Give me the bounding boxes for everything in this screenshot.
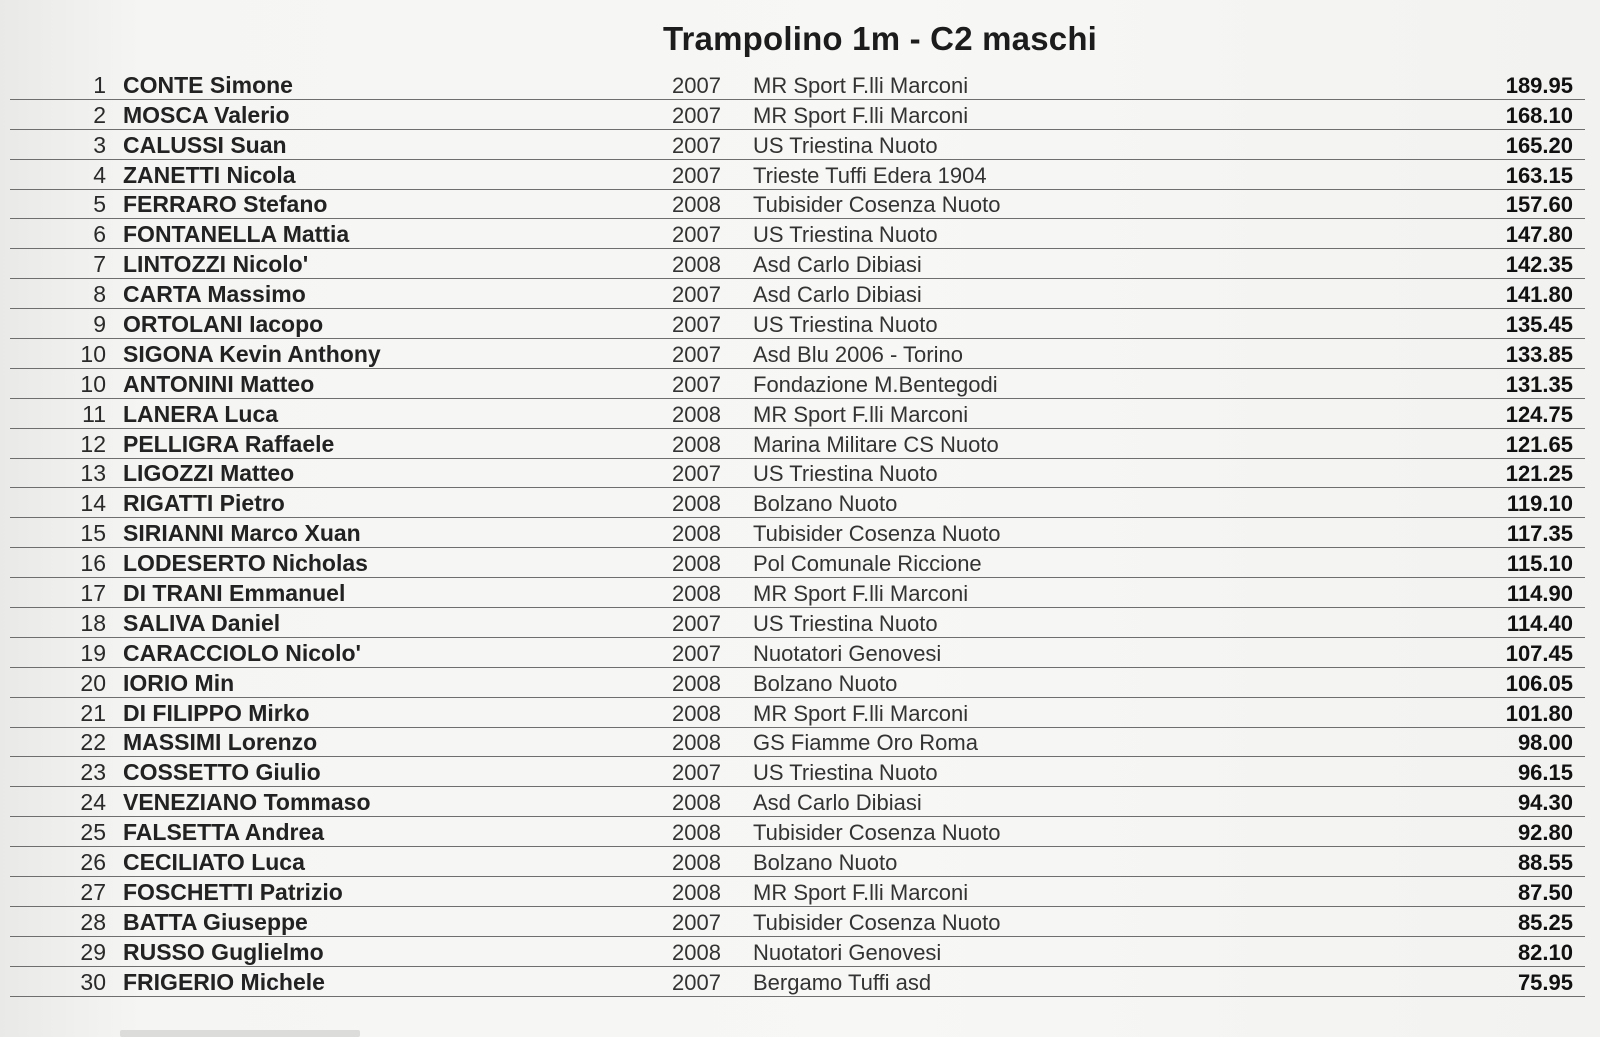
result-rank: 7 <box>93 251 106 278</box>
result-year: 2008 <box>672 431 721 457</box>
result-score: 163.15 <box>1505 162 1573 188</box>
result-score: 96.15 <box>1517 760 1573 786</box>
result-score: 189.95 <box>1505 72 1573 98</box>
result-rank: 9 <box>93 311 106 338</box>
result-club: MR Sport F.lli Marconi <box>753 72 969 98</box>
result-name: SIGONA Kevin Anthony <box>123 340 381 367</box>
result-row <box>10 817 1585 847</box>
result-club: Trieste Tuffi Edera 1904 <box>753 162 987 188</box>
result-year: 2007 <box>672 610 721 636</box>
result-name: CECILIATO Luca <box>123 849 305 876</box>
result-row <box>10 937 1585 967</box>
result-club: Pol Comunale Riccione <box>753 551 982 577</box>
result-score: 121.25 <box>1505 461 1573 487</box>
result-score: 107.45 <box>1505 640 1573 666</box>
result-name: CARTA Massimo <box>123 281 306 308</box>
result-year: 2007 <box>672 461 721 487</box>
result-rank: 30 <box>80 968 106 995</box>
result-year: 2007 <box>672 282 721 308</box>
result-year: 2007 <box>672 222 721 248</box>
result-club: MR Sport F.lli Marconi <box>753 401 969 427</box>
result-club: Bolzano Nuoto <box>753 850 898 876</box>
result-row <box>10 728 1585 758</box>
result-rank: 25 <box>80 819 106 846</box>
result-club: US Triestina Nuoto <box>753 461 938 487</box>
result-row <box>10 877 1585 907</box>
result-rank: 1 <box>93 71 106 98</box>
result-rank: 8 <box>93 281 106 308</box>
result-score: 131.35 <box>1505 371 1573 397</box>
result-rank: 29 <box>80 938 106 965</box>
next-section-remnant <box>120 1030 360 1037</box>
result-year: 2008 <box>672 730 721 756</box>
result-club: Bergamo Tuffi asd <box>753 969 932 995</box>
result-club: US Triestina Nuoto <box>753 132 938 158</box>
result-club: MR Sport F.lli Marconi <box>753 879 969 905</box>
result-score: 88.55 <box>1517 850 1573 876</box>
result-name: DI FILIPPO Mirko <box>123 699 310 726</box>
result-name: ORTOLANI Iacopo <box>123 311 324 338</box>
result-club: MR Sport F.lli Marconi <box>753 102 969 128</box>
result-rank: 26 <box>80 849 106 876</box>
result-row <box>10 219 1585 249</box>
result-row <box>10 399 1585 429</box>
result-year: 2008 <box>672 939 721 965</box>
result-score: 106.05 <box>1505 670 1573 696</box>
result-name: LIGOZZI Matteo <box>123 460 295 487</box>
result-rank: 19 <box>80 639 106 666</box>
result-club: US Triestina Nuoto <box>753 610 938 636</box>
result-score: 117.35 <box>1506 521 1573 547</box>
result-name: LODESERTO Nicholas <box>123 550 368 577</box>
result-score: 114.40 <box>1506 610 1573 636</box>
result-row <box>10 279 1585 309</box>
result-name: FRIGERIO Michele <box>123 968 325 995</box>
result-year: 2007 <box>672 371 721 397</box>
result-rank: 15 <box>80 520 106 547</box>
result-row <box>10 429 1585 459</box>
result-name: RUSSO Guglielmo <box>123 938 324 965</box>
result-score: 101.80 <box>1505 700 1573 726</box>
result-name: IORIO Min <box>123 669 235 696</box>
result-score: 165.20 <box>1505 132 1573 158</box>
result-row <box>10 578 1585 608</box>
result-row <box>10 130 1585 160</box>
result-year: 2008 <box>672 790 721 816</box>
result-name: DI TRANI Emmanuel <box>123 580 346 607</box>
result-year: 2008 <box>672 820 721 846</box>
result-club: MR Sport F.lli Marconi <box>753 700 969 726</box>
result-name: FERRARO Stefano <box>123 191 328 218</box>
result-row <box>10 309 1585 339</box>
result-name: LINTOZZI Nicolo' <box>123 251 309 278</box>
result-name: PELLIGRA Raffaele <box>123 430 335 457</box>
result-row <box>10 518 1585 548</box>
result-score: 92.80 <box>1517 820 1573 846</box>
result-rank: 28 <box>80 908 106 935</box>
result-rank: 5 <box>93 191 106 218</box>
result-rank: 16 <box>80 550 106 577</box>
result-score: 135.45 <box>1505 312 1573 338</box>
result-score: 157.60 <box>1505 192 1573 218</box>
result-row <box>10 70 1585 100</box>
result-year: 2007 <box>672 341 721 367</box>
result-club: Tubisider Cosenza Nuoto <box>753 820 1001 846</box>
result-row <box>10 668 1585 698</box>
result-name: CONTE Simone <box>123 71 293 98</box>
result-year: 2008 <box>672 521 721 547</box>
result-score: 75.95 <box>1517 969 1573 995</box>
result-year: 2008 <box>672 670 721 696</box>
result-club: Bolzano Nuoto <box>753 670 898 696</box>
result-score: 115.10 <box>1506 551 1573 577</box>
result-year: 2007 <box>672 969 721 995</box>
result-club: Fondazione M.Bentegodi <box>753 371 998 397</box>
result-row <box>10 100 1585 130</box>
result-rank: 27 <box>80 878 106 905</box>
result-year: 2007 <box>672 162 721 188</box>
result-year: 2007 <box>672 760 721 786</box>
result-row <box>10 249 1585 279</box>
result-row <box>10 907 1585 937</box>
result-name: BATTA Giuseppe <box>123 908 308 935</box>
result-year: 2007 <box>672 312 721 338</box>
result-club: US Triestina Nuoto <box>753 222 938 248</box>
result-name: VENEZIANO Tommaso <box>123 789 371 816</box>
result-score: 94.30 <box>1517 790 1573 816</box>
result-name: ANTONINI Matteo <box>123 370 315 397</box>
result-name: CALUSSI Suan <box>123 131 287 158</box>
result-year: 2008 <box>672 491 721 517</box>
result-club: Asd Carlo Dibiasi <box>753 790 922 816</box>
result-year: 2007 <box>672 909 721 935</box>
result-row <box>10 757 1585 787</box>
result-year: 2008 <box>672 700 721 726</box>
result-year: 2008 <box>672 252 721 278</box>
result-rank: 17 <box>80 580 106 607</box>
result-club: US Triestina Nuoto <box>753 312 938 338</box>
result-year: 2008 <box>672 581 721 607</box>
result-year: 2008 <box>672 551 721 577</box>
result-row <box>10 369 1585 399</box>
result-rank: 13 <box>80 460 106 487</box>
result-year: 2008 <box>672 401 721 427</box>
result-row <box>10 787 1585 817</box>
result-rank: 24 <box>80 789 106 816</box>
result-year: 2007 <box>672 132 721 158</box>
result-name: RIGATTI Pietro <box>123 490 285 517</box>
result-rank: 11 <box>82 400 106 427</box>
result-name: FALSETTA Andrea <box>123 819 325 846</box>
result-club: Asd Blu 2006 - Torino <box>753 341 963 367</box>
result-score: 147.80 <box>1505 222 1573 248</box>
result-row <box>10 190 1585 220</box>
result-name: CARACCIOLO Nicolo' <box>123 639 362 666</box>
result-club: MR Sport F.lli Marconi <box>753 581 969 607</box>
result-club: Asd Carlo Dibiasi <box>753 252 922 278</box>
result-name: FONTANELLA Mattia <box>123 221 350 248</box>
result-club: GS Fiamme Oro Roma <box>753 730 978 756</box>
results-title: Trampolino 1m - C2 maschi <box>662 20 1098 57</box>
result-row <box>10 160 1585 190</box>
result-year: 2008 <box>672 879 721 905</box>
result-row <box>10 488 1585 518</box>
result-club: Tubisider Cosenza Nuoto <box>753 521 1001 547</box>
result-rank: 20 <box>80 669 106 696</box>
result-name: MOSCA Valerio <box>123 101 290 128</box>
result-rank: 10 <box>80 370 106 397</box>
result-rank: 4 <box>93 161 106 188</box>
result-name: MASSIMI Lorenzo <box>123 729 318 756</box>
result-score: 141.80 <box>1505 282 1573 308</box>
result-score: 133.85 <box>1505 341 1573 367</box>
result-rank: 21 <box>80 699 106 726</box>
result-row <box>10 608 1585 638</box>
result-rank: 23 <box>80 759 106 786</box>
result-row <box>10 459 1585 489</box>
result-score: 114.90 <box>1506 581 1573 607</box>
result-row <box>10 847 1585 877</box>
result-row <box>10 698 1585 728</box>
result-year: 2008 <box>672 192 721 218</box>
result-score: 85.25 <box>1517 909 1573 935</box>
result-score: 119.10 <box>1506 491 1573 517</box>
result-score: 124.75 <box>1505 401 1573 427</box>
result-row <box>10 967 1585 997</box>
result-rank: 18 <box>80 609 106 636</box>
result-name: SIRIANNI Marco Xuan <box>123 520 361 547</box>
result-club: Nuotatori Genovesi <box>753 939 942 965</box>
result-name: COSSETTO Giulio <box>123 759 321 786</box>
result-rank: 10 <box>80 340 106 367</box>
result-rank: 22 <box>80 729 106 756</box>
result-name: LANERA Luca <box>123 400 279 427</box>
result-score: 168.10 <box>1505 102 1573 128</box>
result-club: Tubisider Cosenza Nuoto <box>753 909 1001 935</box>
result-rank: 12 <box>80 430 106 457</box>
result-club: Asd Carlo Dibiasi <box>753 282 922 308</box>
result-rank: 14 <box>80 490 106 517</box>
result-row <box>10 548 1585 578</box>
result-rank: 3 <box>93 131 106 158</box>
result-club: Marina Militare CS Nuoto <box>753 431 999 457</box>
result-name: FOSCHETTI Patrizio <box>123 878 343 905</box>
result-club: Bolzano Nuoto <box>753 491 898 517</box>
result-year: 2007 <box>672 640 721 666</box>
result-club: US Triestina Nuoto <box>753 760 938 786</box>
result-year: 2007 <box>672 102 721 128</box>
result-name: SALIVA Daniel <box>123 609 281 636</box>
result-rank: 6 <box>93 221 106 248</box>
result-score: 142.35 <box>1505 252 1573 278</box>
results-table <box>10 70 1585 997</box>
result-score: 82.10 <box>1517 939 1573 965</box>
result-rank: 2 <box>93 101 106 128</box>
result-club: Tubisider Cosenza Nuoto <box>753 192 1001 218</box>
result-year: 2008 <box>672 850 721 876</box>
result-row <box>10 339 1585 369</box>
result-row <box>10 638 1585 668</box>
result-name: ZANETTI Nicola <box>123 161 296 188</box>
result-score: 87.50 <box>1517 879 1573 905</box>
result-score: 98.00 <box>1517 730 1573 756</box>
result-year: 2007 <box>672 72 721 98</box>
result-score: 121.65 <box>1505 431 1573 457</box>
result-club: Nuotatori Genovesi <box>753 640 942 666</box>
